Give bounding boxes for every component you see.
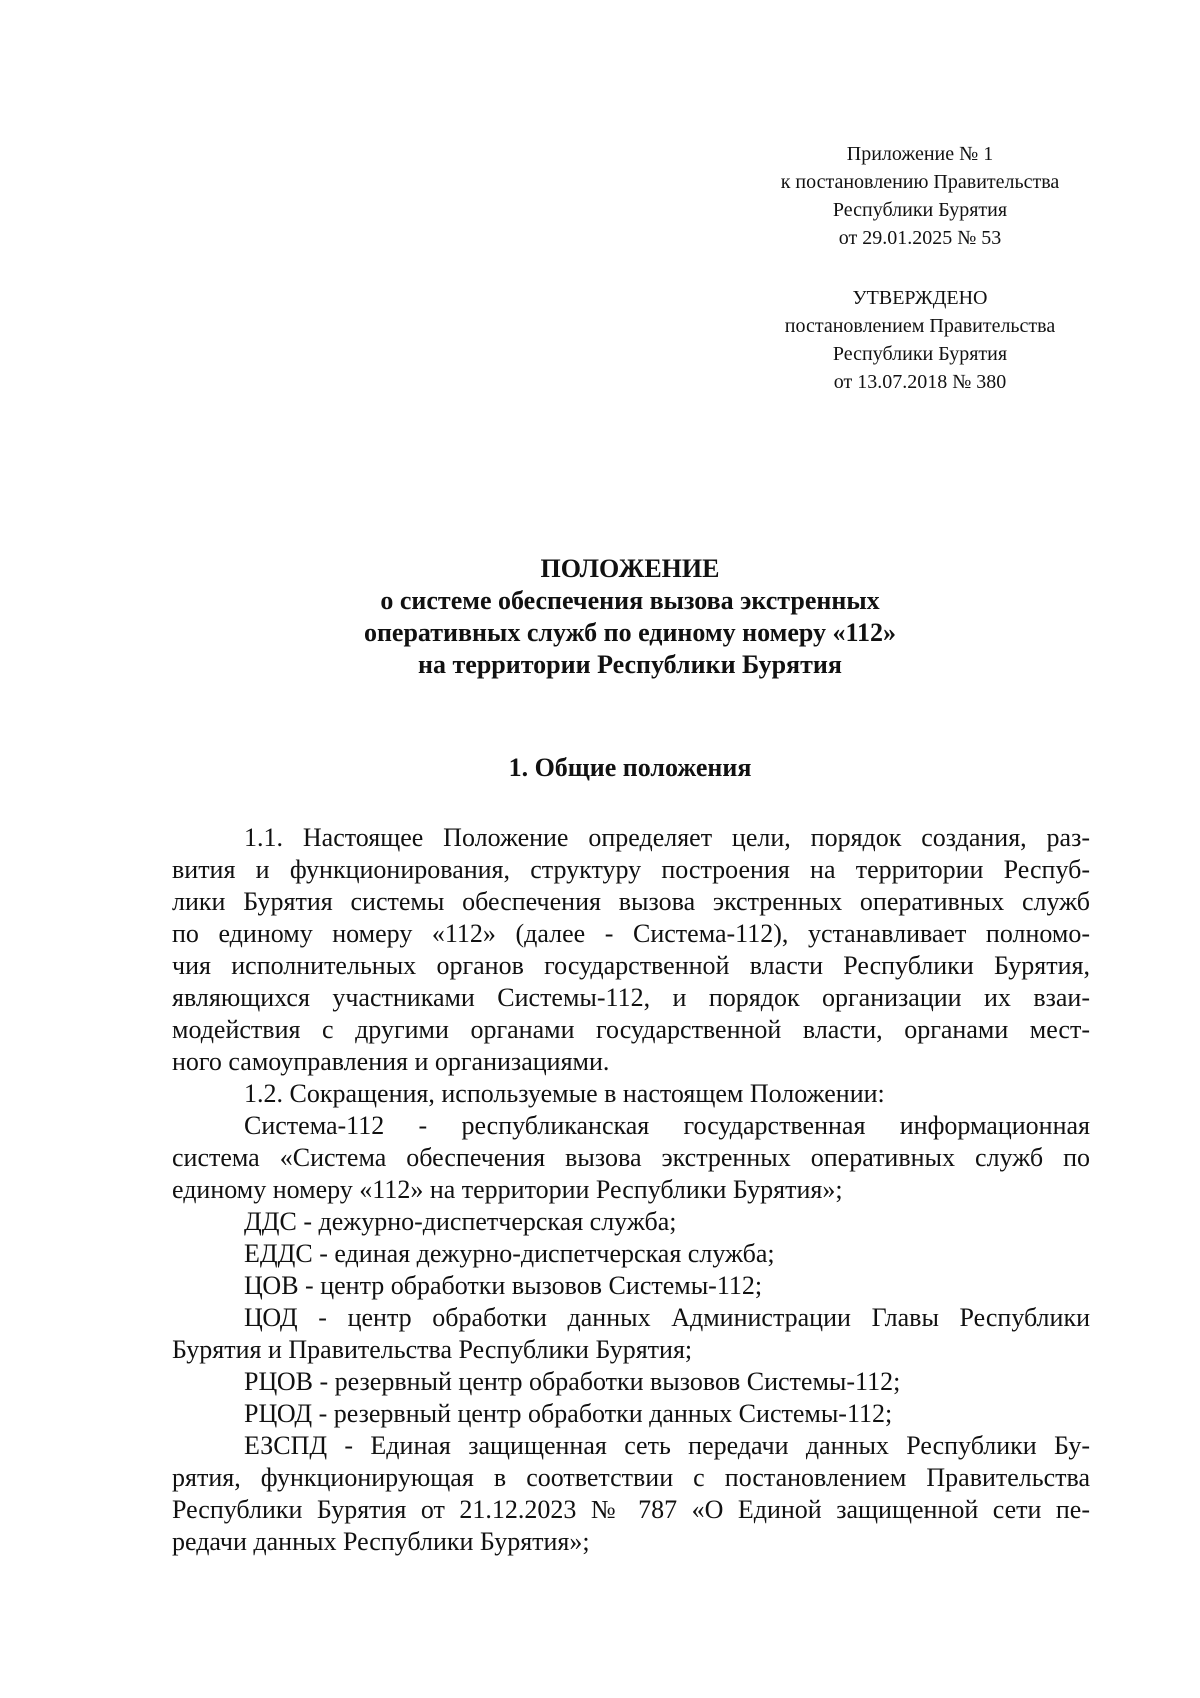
appendix-line: Республики Бурятия (832, 199, 1008, 221)
title-line: на территории Республики Бурятия (418, 650, 842, 679)
body-line: 1.2. Сокращения, используемые в настоящем Положении: (244, 1079, 885, 1108)
title-line: о системе обеспечения вызова экстренных (380, 586, 880, 615)
approval-line: УТВЕРЖДЕНО (852, 287, 988, 309)
body-line: ного самоуправления и организациями. (172, 1047, 610, 1076)
body-line: вития и функционирования, структуру построения на территории Респуб- (172, 855, 1090, 884)
appendix-line: к постановлению Правительства (780, 171, 1060, 193)
approval-line: от 13.07.2018 № 380 (833, 371, 1007, 393)
approval-line: постановлением Правительства (784, 315, 1056, 337)
body-line: ЕДДС - единая дежурно-диспетчерская служба; (244, 1239, 775, 1268)
body-line: ЦОД - центр обработки данных Администрации Главы Республики (244, 1303, 1090, 1332)
body-line: являющихся участниками Системы-112, и порядок организации их взаи- (172, 983, 1090, 1012)
body-text (172, 822, 1090, 1558)
title-line: ПОЛОЖЕНИЕ (540, 554, 720, 583)
body-line: 1.1. Настоящее Положение определяет цели, порядок создания, раз- (244, 823, 1090, 852)
title-line: оперативных служб по единому номеру «112» (363, 618, 897, 647)
body-line: система «Система обеспечения вызова экстренных оперативных служб по (172, 1143, 1090, 1172)
approval-block (720, 284, 1120, 396)
body-line: ЦОВ - центр обработки вызовов Системы-112; (244, 1271, 763, 1300)
section-heading: 1. Общие положения (508, 753, 752, 782)
body-line: РЦОВ - резервный центр обработки вызовов Системы-112; (244, 1367, 901, 1396)
appendix-block (720, 140, 1120, 252)
body-line: Система-112 - республиканская государственная информационная (244, 1111, 1090, 1140)
body-line: ЕЗСПД - Единая защищенная сеть передачи данных Республики Бу- (244, 1431, 1090, 1460)
body-line: РЦОД - резервный центр обработки данных Системы-112; (244, 1399, 893, 1428)
body-line: Республики Бурятия от 21.12.2023 № 787 «О Единой защищенной сети пе- (172, 1495, 1090, 1524)
body-line: чия исполнительных органов государственной власти Республики Бурятия, (172, 951, 1090, 980)
appendix-line: Приложение № 1 (846, 143, 994, 165)
appendix-line: от 29.01.2025 № 53 (838, 227, 1002, 249)
body-line: редачи данных Республики Бурятия»; (172, 1527, 590, 1556)
body-line: лики Бурятия системы обеспечения вызова экстренных оперативных служб (172, 887, 1090, 916)
body-line: рятия, функционирующая в соответствии с постановлением Правительства (172, 1463, 1090, 1492)
body-line: по единому номеру «112» (далее - Система-112), устанавливает полномо- (172, 919, 1090, 948)
approval-line: Республики Бурятия (832, 343, 1008, 365)
body-line: Бурятия и Правительства Республики Бурятия; (172, 1335, 693, 1364)
body-line: модействия с другими органами государственной власти, органами мест- (172, 1015, 1090, 1044)
body-line: ДДС - дежурно-диспетчерская служба; (244, 1207, 677, 1236)
body-line: единому номеру «112» на территории Республики Бурятия»; (172, 1175, 843, 1204)
document-title (170, 553, 1090, 681)
